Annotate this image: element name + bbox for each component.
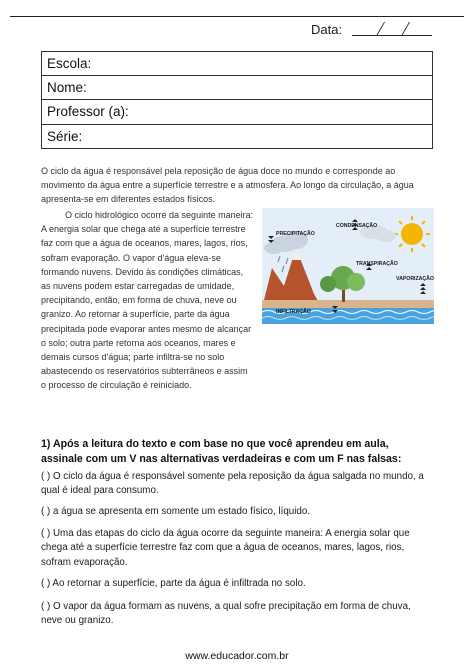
student-info-box [41, 51, 433, 149]
footer-website: www.educador.com.br [185, 650, 289, 662]
date-field-line[interactable] [352, 35, 432, 36]
school-field[interactable]: Escola: [42, 52, 432, 76]
body-paragraph-text: O ciclo hidrológico ocorre da seguinte maneira: A energia solar que chega até a superfície terrestre faz com que a água de oceanos, mares, lagos, rios, sofram evaporação. O vapor d'água eleva-se formando nuvens. Devido às condições climáticas, as nuvens podem estar carregadas de umidade, precipitando, então, em forma de chuva, neve ou granizo. Ao retornar à superfície, parte da água precipitada pode evaporar antes mesmo de alcançar o solo; outra parte retorna aos oceanos, mares e demais cursos d'água; parte infiltra-se no solo abastecendo os reservatórios subterrâneos e assim o processo de circulação é reiniciado. [41, 210, 254, 391]
label-vaporization: VAPORIZAÇÃO [396, 276, 434, 282]
label-infiltration: INFILTRAÇÃO [276, 309, 311, 315]
teacher-field[interactable]: Professor (a): [42, 100, 432, 124]
date-separator [376, 22, 385, 36]
answer-option[interactable]: ( ) O ciclo da água é responsável somente pela reposição da água salgada no mundo, a qual é ideal para consumo. [41, 471, 424, 497]
question-prompt: 1) Após a leitura do texto e com base no que você aprendeu em aula, assinale com um V nas alternativas verdadeiras e com um F nas falsas: [41, 438, 402, 465]
answer-option[interactable]: ( ) a água se apresenta em somente um estado físico, líquido. [41, 506, 311, 517]
answer-option[interactable]: ( ) Uma das etapas do ciclo da água ocorre da seguinte maneira: A energia solar que chega até a superfície terrestre faz com que a água de oceanos, mares, lagos, rios, sofram evaporação. [41, 528, 410, 568]
name-field[interactable]: Nome: [42, 76, 432, 100]
intro-paragraph: O ciclo da água é responsável pela reposição de água doce no mundo e corresponde ao movimento da água entre a superfície terrestre e a atmosfera. Ao longo da circulação, a água apresenta-se em diferentes estados físicos. [41, 166, 414, 205]
answer-option[interactable]: ( ) O vapor da água formam as nuvens, a qual sofre precipitação em forma de chuva, neve ou granizo. [41, 601, 411, 627]
label-transpiration: TRANSPIRAÇÃO [356, 261, 398, 267]
grade-field[interactable]: Série: [47, 128, 83, 144]
date-label: Data: [311, 22, 343, 37]
top-rule [10, 16, 464, 17]
label-condensation: CONDENSAÇÃO [336, 223, 378, 229]
label-precipitation: PRECIPITAÇÃO [276, 231, 315, 237]
date-separator [401, 22, 410, 36]
answer-option[interactable]: ( ) Ao retornar a superfície, parte da água é infiltrada no solo. [41, 578, 306, 589]
water-cycle-illustration [262, 208, 434, 324]
body-paragraph [41, 208, 255, 393]
